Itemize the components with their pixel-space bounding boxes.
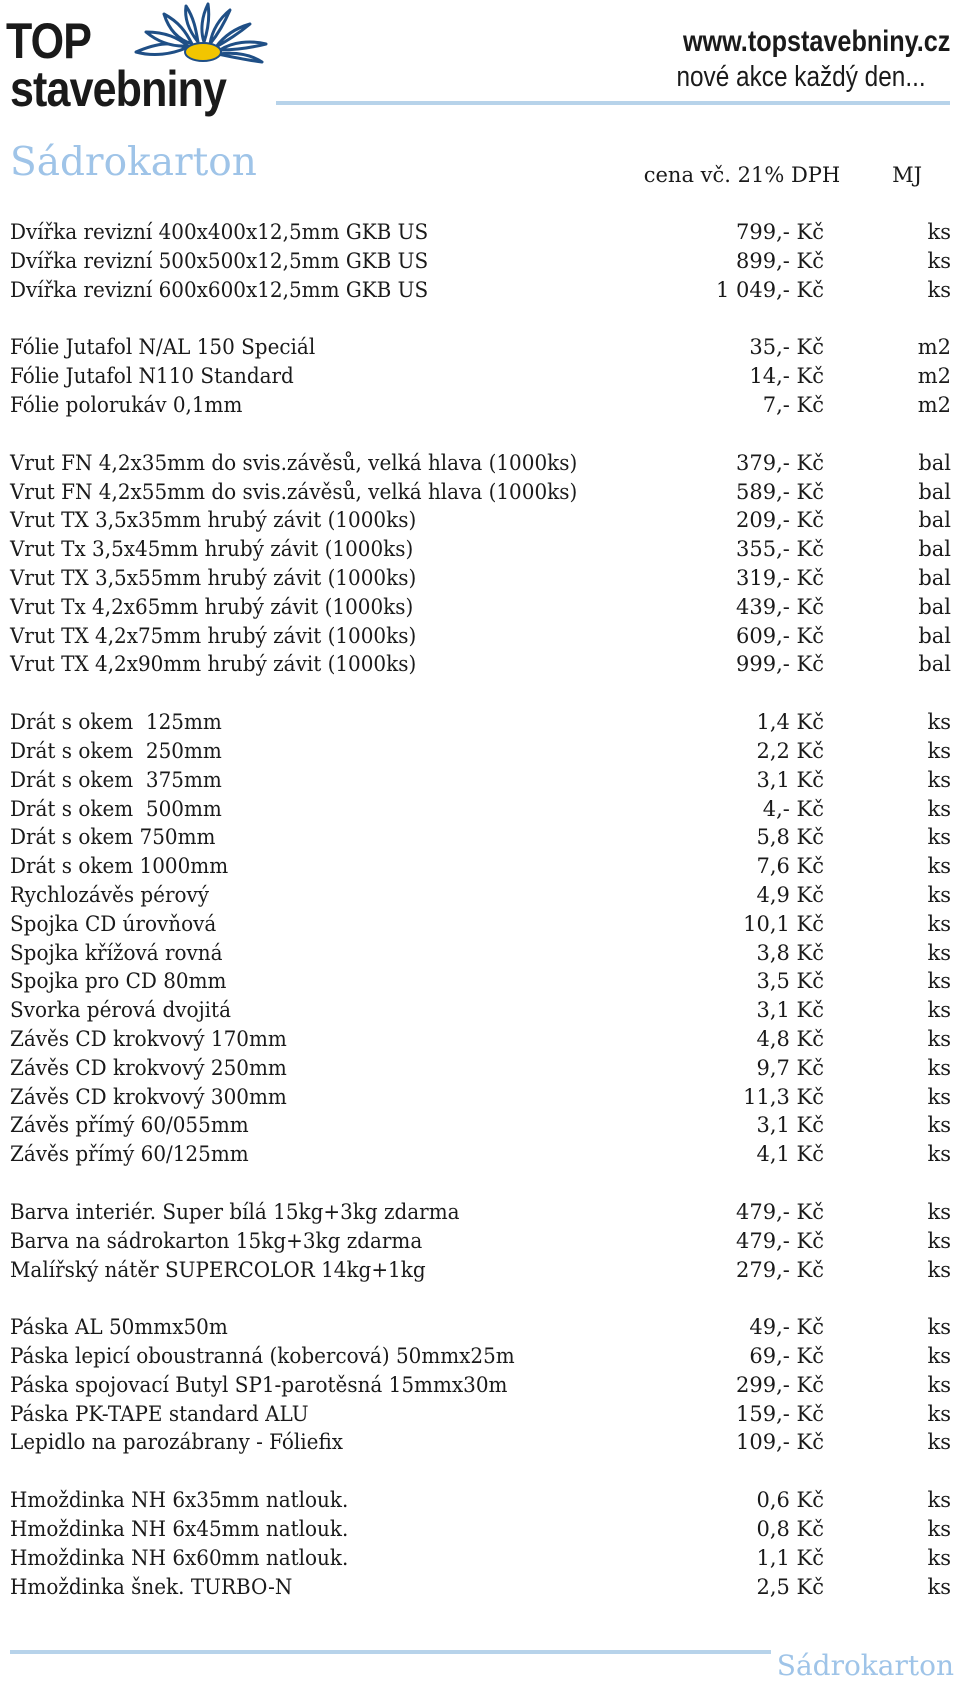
product-row xyxy=(0,622,960,651)
product-unit: ks xyxy=(927,1488,951,1513)
product-price: 109,- Kč xyxy=(736,1430,824,1455)
product-name: Hmoždinka NH 6x35mm natlouk. xyxy=(10,1488,349,1513)
product-unit: bal xyxy=(918,652,951,677)
product-row xyxy=(0,506,960,535)
product-price: 4,1 Kč xyxy=(756,1142,824,1167)
product-unit: ks xyxy=(927,1401,951,1426)
product-row xyxy=(0,333,960,362)
product-unit: bal xyxy=(918,537,951,562)
product-row xyxy=(0,1083,960,1112)
section-title: Sádrokarton xyxy=(10,140,257,185)
product-price: 4,- Kč xyxy=(762,796,824,821)
product-name: Páska AL 50mmx50m xyxy=(10,1315,228,1340)
product-price: 7,6 Kč xyxy=(756,854,824,879)
product-price: 3,1 Kč xyxy=(756,998,824,1023)
product-price: 209,- Kč xyxy=(736,508,824,533)
product-group xyxy=(0,218,960,304)
product-price: 439,- Kč xyxy=(736,594,824,619)
product-row xyxy=(0,737,960,766)
product-price: 4,8 Kč xyxy=(756,1026,824,1051)
product-name: Lepidlo na parozábrany - Fóliefix xyxy=(10,1430,344,1455)
product-price: 5,8 Kč xyxy=(756,825,824,850)
product-price: 3,1 Kč xyxy=(756,767,824,792)
product-price: 0,8 Kč xyxy=(756,1517,824,1542)
product-row xyxy=(0,564,960,593)
product-unit: ks xyxy=(927,1372,951,1397)
product-unit: ks xyxy=(927,1113,951,1138)
product-price: 159,- Kč xyxy=(736,1401,824,1426)
product-name: Vrut Tx 3,5x45mm hrubý závit (1000ks) xyxy=(10,537,414,562)
footer-title: Sádrokarton xyxy=(771,1650,954,1682)
logo-text-bottom: stavebniny xyxy=(10,61,227,117)
product-unit: ks xyxy=(927,1228,951,1253)
product-row xyxy=(0,1054,960,1083)
product-name: Vrut TX 4,2x75mm hrubý závit (1000ks) xyxy=(10,623,417,648)
product-unit: bal xyxy=(918,594,951,619)
product-price: 899,- Kč xyxy=(736,248,824,273)
product-unit: ks xyxy=(927,1199,951,1224)
product-name: Páska lepicí oboustranná (kobercová) 50mmx25m xyxy=(10,1344,515,1369)
product-name: Páska PK-TAPE standard ALU xyxy=(10,1401,309,1426)
product-unit: ks xyxy=(927,1545,951,1570)
product-price: 1 049,- Kč xyxy=(715,277,824,302)
product-price: 1,4 Kč xyxy=(756,710,824,735)
product-price: 4,9 Kč xyxy=(756,882,824,907)
product-row xyxy=(0,362,960,391)
product-unit: ks xyxy=(927,738,951,763)
product-row xyxy=(0,708,960,737)
product-name: Spojka pro CD 80mm xyxy=(10,969,227,994)
product-unit: ks xyxy=(927,248,951,273)
product-name: Hmoždinka NH 6x45mm natlouk. xyxy=(10,1517,349,1542)
product-name: Závěs přímý 60/055mm xyxy=(10,1113,249,1138)
product-unit: m2 xyxy=(917,392,951,417)
product-unit: m2 xyxy=(917,335,951,360)
product-unit: ks xyxy=(927,825,951,850)
product-price: 319,- Kč xyxy=(736,565,824,590)
product-price: 3,8 Kč xyxy=(756,940,824,965)
product-row xyxy=(0,766,960,795)
product-row xyxy=(0,1140,960,1169)
product-row xyxy=(0,1198,960,1227)
price-list xyxy=(0,218,960,1630)
product-unit: ks xyxy=(927,710,951,735)
tagline: nové akce každý den... xyxy=(676,61,926,93)
product-group xyxy=(0,1198,960,1284)
product-row xyxy=(0,276,960,305)
product-row xyxy=(0,795,960,824)
product-price: 799,- Kč xyxy=(736,220,824,244)
product-name: Drát s okem 125mm xyxy=(10,710,222,735)
product-row xyxy=(0,823,960,852)
product-row xyxy=(0,852,960,881)
product-price: 10,1 Kč xyxy=(743,911,824,936)
product-unit: ks xyxy=(927,1574,951,1599)
product-unit: ks xyxy=(927,1055,951,1080)
product-row xyxy=(0,1342,960,1371)
product-name: Fólie polorukáv 0,1mm xyxy=(10,392,243,417)
product-unit: ks xyxy=(927,998,951,1023)
product-price: 3,5 Kč xyxy=(756,969,824,994)
product-name: Vrut FN 4,2x35mm do svis.závěsů, velká hlava (1000ks) xyxy=(10,450,578,475)
product-price: 35,- Kč xyxy=(749,335,824,360)
product-group xyxy=(0,1313,960,1457)
product-price: 1,1 Kč xyxy=(756,1545,824,1570)
product-row xyxy=(0,1371,960,1400)
product-name: Spojka CD úrovňová xyxy=(10,911,217,936)
product-row xyxy=(0,391,960,420)
product-unit: ks xyxy=(927,882,951,907)
product-row xyxy=(0,247,960,276)
product-name: Fólie Jutafol N/AL 150 Speciál xyxy=(10,335,316,360)
product-unit: ks xyxy=(927,1517,951,1542)
product-unit: ks xyxy=(927,1315,951,1340)
product-name: Drát s okem 500mm xyxy=(10,796,222,821)
product-group xyxy=(0,449,960,679)
product-row xyxy=(0,939,960,968)
price-column-header: cena vč. 21% DPH xyxy=(643,163,841,187)
product-unit: ks xyxy=(927,969,951,994)
product-unit: ks xyxy=(927,767,951,792)
product-row xyxy=(0,1515,960,1544)
product-name: Závěs CD krokvový 300mm xyxy=(10,1084,287,1109)
product-name: Závěs přímý 60/125mm xyxy=(10,1142,249,1167)
product-name: Páska spojovací Butyl SP1-parotěsná 15mmx30m xyxy=(10,1372,508,1397)
product-name: Barva na sádrokarton 15kg+3kg zdarma xyxy=(10,1228,423,1253)
product-name: Barva interiér. Super bílá 15kg+3kg zdarma xyxy=(10,1199,460,1224)
product-name: Spojka křížová rovná xyxy=(10,940,223,965)
product-unit: bal xyxy=(918,450,951,475)
product-row xyxy=(0,996,960,1025)
product-unit: ks xyxy=(927,940,951,965)
product-price: 999,- Kč xyxy=(736,652,824,677)
product-unit: bal xyxy=(918,565,951,590)
product-unit: ks xyxy=(927,1430,951,1455)
product-name: Dvířka revizní 500x500x12,5mm GKB US xyxy=(10,248,429,273)
product-name: Vrut Tx 4,2x65mm hrubý závit (1000ks) xyxy=(10,594,414,619)
product-price: 589,- Kč xyxy=(736,479,824,504)
product-name: Vrut TX 3,5x35mm hrubý závit (1000ks) xyxy=(10,508,417,533)
product-row xyxy=(0,1573,960,1602)
product-unit: ks xyxy=(927,911,951,936)
product-name: Fólie Jutafol N110 Standard xyxy=(10,364,294,389)
product-row xyxy=(0,449,960,478)
product-price: 2,2 Kč xyxy=(756,738,824,763)
logo-text-top: TOP xyxy=(6,13,92,69)
product-name: Hmoždinka šnek. TURBO-N xyxy=(10,1574,293,1599)
product-row xyxy=(0,910,960,939)
product-price: 7,- Kč xyxy=(762,392,824,417)
product-unit: ks xyxy=(927,1142,951,1167)
product-price: 14,- Kč xyxy=(749,364,824,389)
product-price: 11,3 Kč xyxy=(743,1084,824,1109)
product-unit: bal xyxy=(918,623,951,648)
header-divider xyxy=(276,101,950,105)
product-unit: ks xyxy=(927,1026,951,1051)
product-name: Závěs CD krokvový 250mm xyxy=(10,1055,287,1080)
product-price: 9,7 Kč xyxy=(756,1055,824,1080)
product-unit: ks xyxy=(927,1084,951,1109)
product-row xyxy=(0,1227,960,1256)
product-row xyxy=(0,478,960,507)
product-name: Drát s okem 375mm xyxy=(10,767,222,792)
website-url[interactable]: www.topstavebniny.cz xyxy=(682,25,950,58)
product-name: Drát s okem 750mm xyxy=(10,825,216,850)
product-name: Závěs CD krokvový 170mm xyxy=(10,1026,287,1051)
product-row xyxy=(0,1313,960,1342)
product-row xyxy=(0,1025,960,1054)
product-unit: m2 xyxy=(917,364,951,389)
product-price: 479,- Kč xyxy=(736,1199,824,1224)
product-unit: ks xyxy=(927,1257,951,1282)
product-price: 279,- Kč xyxy=(736,1257,824,1282)
product-row xyxy=(0,593,960,622)
product-unit: ks xyxy=(927,1344,951,1369)
product-group xyxy=(0,1486,960,1601)
product-row xyxy=(0,881,960,910)
product-unit: ks xyxy=(927,220,951,244)
product-price: 299,- Kč xyxy=(736,1372,824,1397)
product-name: Svorka pérová dvojitá xyxy=(10,998,231,1023)
brand-logo xyxy=(6,2,268,120)
product-unit: ks xyxy=(927,796,951,821)
product-price: 2,5 Kč xyxy=(756,1574,824,1599)
product-price: 379,- Kč xyxy=(736,450,824,475)
product-name: Vrut TX 3,5x55mm hrubý závit (1000ks) xyxy=(10,565,417,590)
product-group xyxy=(0,333,960,419)
product-price: 49,- Kč xyxy=(749,1315,824,1340)
product-name: Hmoždinka NH 6x60mm natlouk. xyxy=(10,1545,349,1570)
product-row xyxy=(0,1428,960,1457)
product-row xyxy=(0,1400,960,1429)
product-name: Dvířka revizní 400x400x12,5mm GKB US xyxy=(10,220,429,244)
product-price: 69,- Kč xyxy=(749,1344,824,1369)
product-price: 3,1 Kč xyxy=(756,1113,824,1138)
product-group xyxy=(0,708,960,1169)
product-name: Vrut TX 4,2x90mm hrubý závit (1000ks) xyxy=(10,652,417,677)
product-row xyxy=(0,1486,960,1515)
product-row xyxy=(0,650,960,679)
product-name: Vrut FN 4,2x55mm do svis.závěsů, velká hlava (1000ks) xyxy=(10,479,578,504)
product-unit: ks xyxy=(927,277,951,302)
product-price: 355,- Kč xyxy=(736,537,824,562)
product-unit: bal xyxy=(918,479,951,504)
product-name: Drát s okem 1000mm xyxy=(10,854,229,879)
unit-column-header: MJ xyxy=(892,163,922,187)
product-name: Rychlozávěs pérový xyxy=(10,882,210,907)
product-row xyxy=(0,218,960,247)
product-unit: bal xyxy=(918,508,951,533)
product-row xyxy=(0,967,960,996)
product-row xyxy=(0,1111,960,1140)
product-unit: ks xyxy=(927,854,951,879)
product-name: Dvířka revizní 600x600x12,5mm GKB US xyxy=(10,277,429,302)
product-name: Malířský nátěr SUPERCOLOR 14kg+1kg xyxy=(10,1257,426,1282)
product-row xyxy=(0,1256,960,1285)
product-name: Drát s okem 250mm xyxy=(10,738,222,763)
product-price: 479,- Kč xyxy=(736,1228,824,1253)
product-row xyxy=(0,1544,960,1573)
product-row xyxy=(0,535,960,564)
product-price: 609,- Kč xyxy=(736,623,824,648)
product-price: 0,6 Kč xyxy=(756,1488,824,1513)
